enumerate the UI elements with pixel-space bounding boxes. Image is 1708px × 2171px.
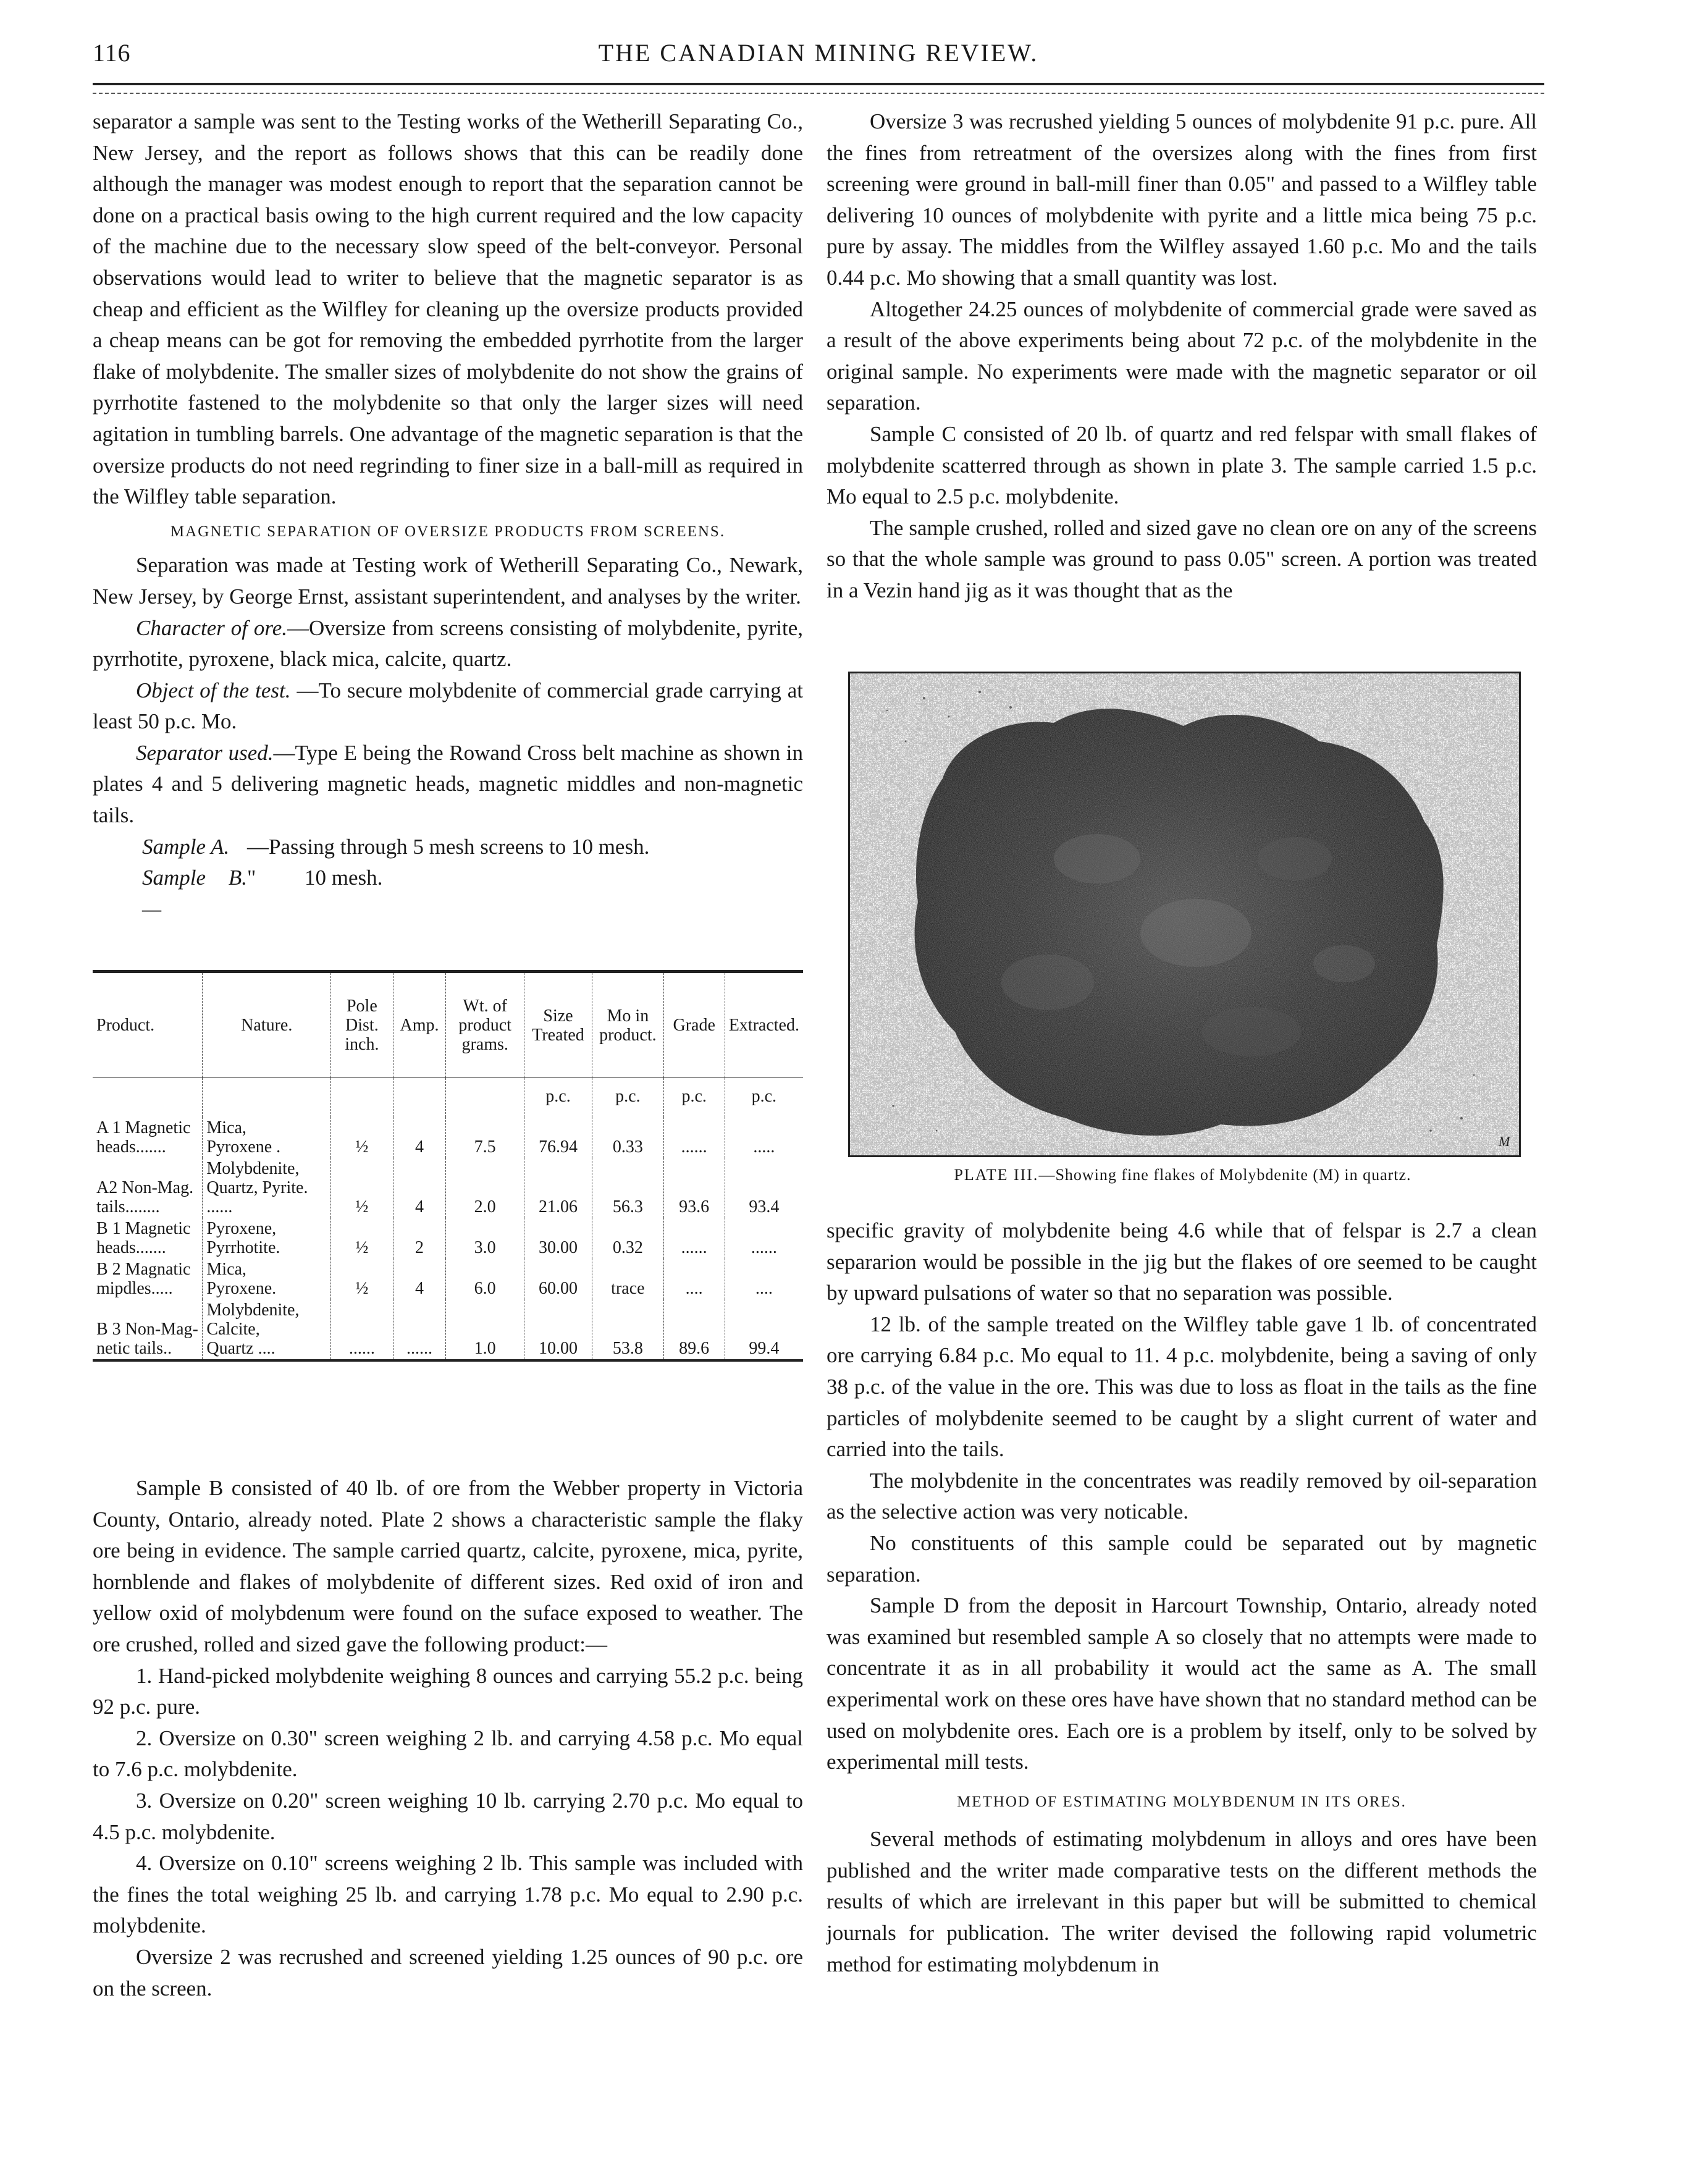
amp-cell: 4 [393,1158,446,1218]
nature-cell: Mica, Pyroxene . [203,1117,331,1158]
column-header: Amp. [393,972,446,1078]
weight-cell: 3.0 [446,1218,524,1258]
size-cell: 60.00 [524,1258,592,1299]
grade-cell: ...... [663,1117,725,1158]
paragraph: Oversize 2 was recrushed and screened yielding 1.25 ounces of 90 p.c. ore on the screen. [93,1944,803,2000]
pole-cell: ½ [331,1117,393,1158]
table-row [93,1158,803,1218]
table-row [93,1299,803,1360]
size-cell: 21.06 [524,1158,592,1218]
run-in-label: Object of the test. [136,678,291,702]
pole-cell: ...... [331,1299,393,1360]
running-head: THE CANADIAN MINING REVIEW. [598,39,1039,67]
column-header: Pole Dist. inch. [331,972,393,1078]
nature-cell: Mica, Pyroxene. [203,1258,331,1299]
corner-mark: M [1499,1134,1510,1149]
section-heading-method: METHOD OF ESTIMATING MOLYBDENUM IN ITS ORES. [957,1793,1407,1810]
caption-text: —Showing fine flakes of Molybdenite (M) in quartz. [1038,1166,1411,1184]
paragraph: Altogether 24.25 ounces of molybdenite of commercial grade were saved as a result of the above experiments being about 72 p.c. of the molybdenite in the original sample. No experiments were made with the magnetic separator or oil separation. [827,297,1537,415]
unit-cell [331,1078,393,1118]
column-header: Wt. of product grams. [446,972,524,1078]
extracted-cell: ..... [725,1117,803,1158]
column-header: Grade [663,972,725,1078]
mo-cell: 53.8 [592,1299,664,1360]
pole-cell: ½ [331,1158,393,1218]
right-column [827,106,1537,607]
weight-cell: 7.5 [446,1117,524,1158]
column-header: Product. [93,972,203,1078]
paragraph-separator-used [93,738,803,832]
paragraph: Sample D from the deposit in Harcourt Township, Ontario, already noted was examined but resembled sample A so closely that no attempts were made to concentrate it as in all probability it would act the same as A. The small experimental work on these ores have have shown that no standard method can be used on molybdenite ores. Each ore is a problem by itself, only to be solved by experimental mill tests. [827,1593,1537,1774]
paragraph: The molybdenite in the concentrates was readily removed by oil-separation as the selective action was very noticable. [827,1468,1537,1524]
unit-cell: p.c. [663,1078,725,1118]
table-header-row [93,972,803,1078]
paragraph-character-of-ore [93,613,803,675]
paragraph: Oversize 3 was recrushed yielding 5 ounces of molybdenite 91 p.c. pure. All the fines from retreatment of the oversizes along with the fines from first screening were ground in ball-mill finer than 0.05" and passed to a Wilfley table delivering 10 ounces of molybdenite with pyrite and a little mica being 75 p.c. pure by assay. The middles from the Wilfley assayed 1.60 p.c. Mo and the tails 0.44 p.c. Mo showing that a small quantity was lost. [827,109,1537,290]
product-cell: A 1 Magnetic heads....... [96,1118,191,1157]
list-item: 4. Oversize on 0.10" screens weighing 2 lb. This sample was included with the fines the total weighing 25 lb. and carrying 1.78 p.c. Mo equal to 2.90 p.c. molybdenite. [93,1851,803,1938]
paragraph: The sample crushed, rolled and sized gave no clean ore on any of the screens so that the whole sample was ground to pass 0.05" screen. A portion was treated in a Vezin hand jig as it was thought that as the [827,515,1537,602]
paragraph-object-of-test [93,675,803,738]
pole-cell: ½ [331,1258,393,1299]
mo-cell: trace [592,1258,664,1299]
list-item: 3. Oversize on 0.20" screen weighing 10 lb. carrying 2.70 p.c. Mo equal to 4.5 p.c. molybdenite. [93,1788,803,1844]
run-in-text: —To secure molybdenite of commercial grade carrying at least 50 p.c. Mo. [93,678,803,734]
unit-cell [446,1078,524,1118]
right-column-lower [827,1215,1537,1980]
run-in-text: —Type E being the Rowand Cross belt machine as shown in plates 4 and 5 delivering magnetic heads, magnetic middles and non-magnetic tails. [93,740,803,828]
paragraph: Several methods of estimating molybdenum in alloys and ores have been published and the writer made comparative tests on the different methods the results of which are irrelevant in this paper but will be submitted to chemical journals for publication. The writer devised the following rapid volumetric method for estimating molybdenum in [827,1827,1537,1976]
grade-cell: 89.6 [663,1299,725,1360]
unit-cell: p.c. [524,1078,592,1118]
paragraph: Separation was made at Testing work of Wetherill Separating Co., Newark, New Jersey, by George Ernst, assistant superintendent, and analyses by the writer. [93,553,803,609]
mo-cell: 56.3 [592,1158,664,1218]
column-header: Size Treated [524,972,592,1078]
product-cell: B 1 Magnetic heads....... [96,1219,191,1257]
column-header: Nature. [203,972,331,1078]
nature-cell: Pyroxene, Pyrrhotite. [203,1218,331,1258]
list-item: 2. Oversize on 0.30" screen weighing 2 lb. and carrying 4.58 p.c. Mo equal to 7.6 p.c. molybdenite. [93,1726,803,1782]
pole-cell: ½ [331,1218,393,1258]
sample-a-line [93,832,803,863]
grade-cell: .... [663,1258,725,1299]
extracted-cell: 99.4 [725,1299,803,1360]
samples-list [93,832,803,925]
product-cell: B 3 Non-Mag- netic tails.. [93,1299,203,1360]
unit-cell: p.c. [592,1078,664,1118]
nature-cell: Molybdenite, Calcite, Quartz .... [203,1299,331,1360]
paragraph: No constituents of this sample could be separated out by magnetic separation. [827,1530,1537,1587]
mo-cell: 0.32 [592,1218,664,1258]
unit-cell: p.c. [725,1078,803,1118]
table-row [93,1258,803,1299]
amp-cell: 4 [393,1117,446,1158]
paragraph: specific gravity of molybdenite being 4.6 while that of felspar is 2.7 a clean separarion would be possible in the jig but the flakes of ore seemed to be caught by upward pulsations of water so that no separation was possible. [827,1218,1537,1305]
size-cell: 10.00 [524,1299,592,1360]
paragraph: separator a sample was sent to the Testing works of the Wetherill Separating Co., New Jersey, and the report as follows shows that this can be readily done although the manager was modest enough to report that the separation cannot be done on a practical basis owing to the high current required and the low capacity of the machine due to the necessary slow speed of the belt-conveyor. Personal observations would lead to writer to believe that the magnetic separator is as cheap and efficient as the Wilfley for cleaning up the oversize products provided a cheap means can be got for removing the embedded pyrrhotite from the larger flake of molybdenite. The smaller sizes of molybdenite do not show the grains of pyrrhotite fastened to the molybdenite so that only the larger sizes will need agitation in tumbling barrels. One advantage of the magnetic separation is that the oversize products do not need regrinding to finer size in a ball-mill as required in the Wilfley table separation. [93,109,803,509]
product-cell: B 2 Magnatic mipdles..... [96,1260,191,1298]
column-header: Mo in product. [592,972,664,1078]
extracted-cell: 93.4 [725,1158,803,1218]
weight-cell: 1.0 [446,1299,524,1360]
table-units-row [93,1078,803,1118]
run-in-text: —Oversize from screens consisting of molybdenite, pyrite, pyrrhotite, pyroxene, black mica, calcite, quartz. [93,615,803,672]
sample-text: —Passing through 5 mesh screens to 10 mesh. [247,834,650,859]
paragraph: Sample C consisted of 20 lb. of quartz and red felspar with small flakes of molybdenite scatterred through as shown in plate 3. The sample carried 1.5 p.c. Mo equal to 2.5 p.c. molybdenite. [827,421,1537,509]
weight-cell: 6.0 [446,1258,524,1299]
page-number: 116 [93,39,131,67]
left-column [93,106,803,925]
header-rule-dashed [93,93,1544,94]
grade-cell: 93.6 [663,1158,725,1218]
sample-b-line [93,862,803,925]
unit-cell [93,1078,203,1118]
sample-label: Sample A. [142,834,230,859]
section-heading-magnetic-separation: MAGNETIC SEPARATION OF OVERSIZE PRODUCTS FROM SCREENS. [170,523,726,540]
figure-caption [848,1166,1517,1184]
table-row [93,1218,803,1258]
extracted-cell: .... [725,1258,803,1299]
run-in-label: Separator used. [136,740,274,765]
run-in-label: Character of ore. [136,615,287,640]
mo-cell: 0.33 [592,1117,664,1158]
extracted-cell: ...... [725,1218,803,1258]
separation-results-table [93,970,803,1362]
unit-cell [393,1078,446,1118]
plate-iii-photograph [848,672,1521,1157]
page-header [93,38,1544,75]
weight-cell: 2.0 [446,1158,524,1218]
left-column-lower [93,1473,803,2004]
paragraph: Sample B consisted of 40 lb. of ore from the Webber property in Victoria County, Ontario, already noted. Plate 2 shows a characteristic sample the flaky ore being in evidence. The sample carried quartz, calcite, pyroxene, mica, pyrite, hornblende and flakes of molybdenite of different sizes. Red oxid of iron and yellow oxid of molybdenum were found on the suface exposed to weather. The ore crushed, rolled and sized gave the following product:— [93,1476,803,1656]
product-cell: A2 Non-Mag. tails........ [96,1178,194,1216]
paragraph: 12 lb. of the sample treated on the Wilfley table gave 1 lb. of concentrated ore carrying 6.84 p.c. Mo equal to 11. 4 p.c. molybdenite, being a saving of only 38 p.c. of the value in the ore. This was due to loss as float in the tails as the fine particles of molybdenite seemed to be caught by a slight current of water and carried into the tails. [827,1312,1537,1462]
list-item: 1. Hand-picked molybdenite weighing 8 ounces and carrying 55.2 p.c. being 92 p.c. pure. [93,1663,803,1719]
grade-cell: ...... [663,1218,725,1258]
amp-cell: ...... [393,1299,446,1360]
size-cell: 30.00 [524,1218,592,1258]
ore-sample-image [850,673,1519,1155]
sample-text: " 10 mesh. [247,866,383,890]
unit-cell [203,1078,331,1118]
header-rule [93,83,1544,85]
table-row [93,1117,803,1158]
column-header: Extracted. [725,972,803,1078]
amp-cell: 2 [393,1218,446,1258]
plate-label: PLATE III. [954,1166,1039,1184]
nature-cell: Molybdenite, Quartz, Pyrite. ...... [203,1158,331,1218]
size-cell: 76.94 [524,1117,592,1158]
sample-label: Sample B.— [142,866,247,921]
amp-cell: 4 [393,1258,446,1299]
